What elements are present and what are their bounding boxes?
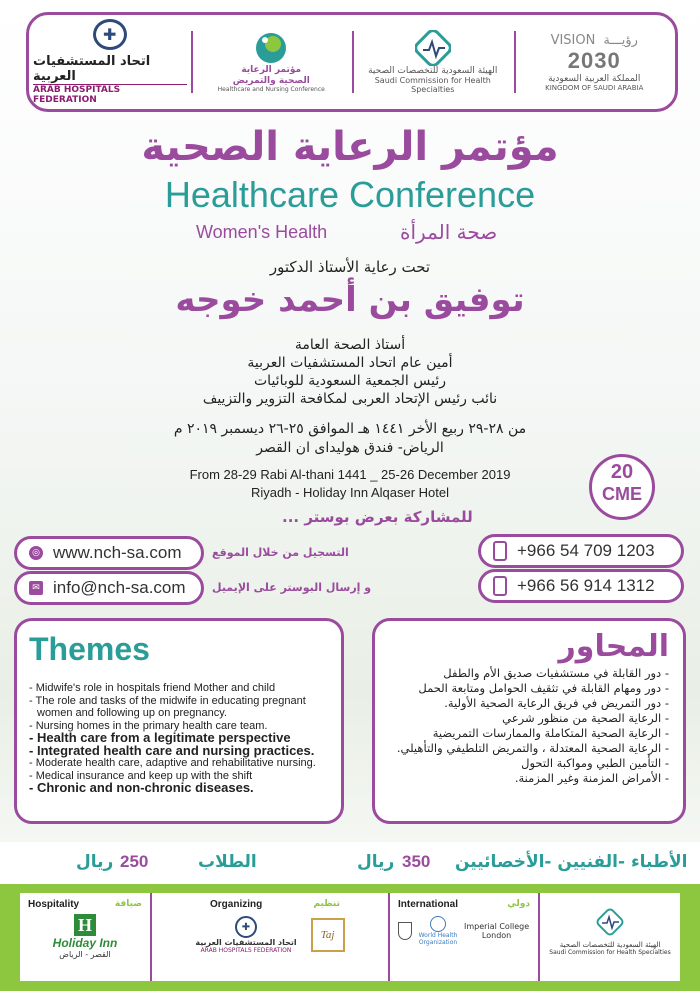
ahf-logo — [29, 15, 191, 109]
theme-item: - Moderate health care, adaptive and rehabilitative nursing. — [29, 757, 329, 770]
scfhs-name-en: Saudi Commission for Health Specialties — [549, 949, 671, 956]
shield-icon — [398, 922, 412, 940]
phone-icon — [493, 576, 507, 596]
imperial-city: London — [481, 931, 512, 940]
mahawer-item: - دور التمريض في فريق الرعاية الصحية الأولية. — [389, 696, 669, 711]
phone-number-2[interactable]: +966 56 914 1312 — [517, 576, 655, 595]
vision-kingdom-ar: المملكة العربية السعودية — [548, 73, 641, 84]
globe-icon: ◎ — [29, 546, 43, 560]
mahawer-box — [372, 618, 686, 824]
theme-item: - Integrated health care and nursing practices. — [29, 745, 329, 758]
who-globe-icon — [430, 916, 446, 932]
organizing-label: Organizing — [210, 899, 263, 910]
hospitality-label: Hospitality — [28, 899, 80, 910]
holiday-inn-sub: القصر - الرياض — [59, 950, 111, 959]
mahawer-item: - الرعاية الصحية المعتدلة ، والتمريض التلطيفي والتأهيلي. — [389, 741, 669, 756]
phone-number-1[interactable]: +966 54 709 1203 — [517, 541, 655, 560]
dates-ar: من ٢٨-٢٩ ربيع الأخر ١٤٤١ هـ الموافق ٢٥-٢٦ ديسمبر ٢٠١٩ م — [173, 421, 527, 437]
subtitle-ar: صحة المرأة — [400, 220, 498, 244]
scfhs-name-ar: الهيئة السعودية للتخصصات الصحية — [559, 941, 661, 949]
theme-item: - Chronic and non-chronic diseases. — [29, 782, 329, 795]
professionals-price: 350 — [402, 852, 431, 871]
scfhs-sponsor — [538, 893, 680, 981]
students-price: 250 — [120, 852, 149, 871]
international-label-ar: دولي — [507, 899, 530, 909]
ahf-name-en: ARAB HOSPITALS FEDERATION — [33, 84, 187, 105]
ahf-name-ar: اتحاد المستشفيات العربية — [33, 54, 151, 84]
venue-ar: الرياض- فندق هوليداى ان القصر — [256, 440, 444, 456]
venue-en: Riyadh - Holiday Inn Alqaser Hotel — [251, 485, 449, 500]
conference-title-ar: مؤتمر الرعاية الصحية — [141, 124, 559, 170]
organizer-ahf-ar: اتحاد المستشفيات العربية — [195, 938, 297, 947]
mahawer-item: - دور القابلة في مستشفيات صديق الأم والطفل — [389, 666, 669, 681]
international-label: International — [398, 899, 459, 910]
sponsor-box — [20, 893, 680, 981]
cme-badge — [589, 454, 655, 520]
conference-logo-en: Healthcare and Nursing Conference — [217, 86, 325, 94]
patron-role: أستاذ الصحة العامة — [294, 337, 406, 353]
imperial-name: Imperial College — [464, 922, 530, 931]
cme-label: CME — [602, 484, 642, 504]
phone-pill-1[interactable] — [478, 534, 684, 568]
professionals-label: الأطباء -الفنيين -الأخصائيين — [455, 852, 688, 872]
scfhs-emblem-icon — [595, 907, 625, 937]
mahawer-item: - الأمراض المزمنة وغير المزمنة. — [389, 771, 669, 786]
holiday-inn-name: Holiday Inn — [52, 936, 118, 950]
holiday-inn-h-icon: H — [74, 914, 96, 936]
event-dates-ar — [140, 420, 560, 458]
mahawer-item: - التأمين الطبي ومواكبة التحول — [389, 756, 669, 771]
hospitality-label-ar: ضيافة — [114, 899, 142, 909]
students-label: الطلاب — [198, 852, 257, 872]
mahawer-title: المحاور — [558, 629, 669, 664]
event-dates-en — [140, 466, 560, 502]
logo-bar — [26, 12, 678, 112]
ahf-emblem-icon: ✚ — [93, 19, 127, 50]
currency-label: ريال — [357, 852, 395, 872]
vision-kingdom-en: KINGDOM OF SAUDI ARABIA — [545, 83, 644, 92]
patron-role: نائب رئيس الإتحاد العربى لمكافحة التزوير والتزييف — [202, 391, 498, 407]
mahawer-list — [389, 666, 669, 786]
who-name: World Health Organization — [418, 932, 458, 946]
taj-logo: Taj — [311, 918, 345, 952]
envelope-icon: ✉ — [29, 581, 43, 595]
themes-title: Themes — [29, 631, 150, 667]
scfhs-emblem-icon — [415, 30, 451, 66]
subtitle-en: Women's Health — [196, 222, 328, 242]
organizing-sponsor — [150, 893, 388, 981]
phone-pill-2[interactable] — [478, 569, 684, 603]
website-pill[interactable] — [14, 536, 204, 570]
vision-2030-logo — [514, 15, 676, 109]
patron-roles — [150, 336, 550, 408]
themes-box — [14, 618, 344, 824]
conference-emblem-icon — [251, 31, 291, 65]
organizing-label-ar: تنظيم — [313, 899, 340, 909]
email-label: و إرسال البوستر على الإيميل — [212, 581, 372, 594]
theme-item: - Nursing homes in the primary health care team. — [29, 720, 329, 733]
dates-en: From 28-29 Rabi Al-thani 1441 _ 25-26 December 2019 — [189, 467, 511, 482]
vision-label-ar: رؤيـــة — [603, 32, 638, 48]
vision-label-en: VISION — [550, 32, 596, 48]
register-label: التسجيل من خلال الموقع — [212, 546, 349, 559]
patron-name: توفيق بن أحمد خوجه — [175, 280, 525, 320]
hospitality-sponsor — [20, 893, 150, 981]
scfhs-logo — [352, 15, 514, 109]
website-link[interactable]: www.nch-sa.com — [53, 543, 182, 562]
international-sponsor — [388, 893, 538, 981]
currency-label: ريال — [76, 852, 114, 872]
theme-item: - The role and tasks of the midwife in educating pregnant women and following up on pregnancy. — [29, 695, 329, 720]
email-link[interactable]: info@nch-sa.com — [53, 578, 186, 597]
vision-year: 2030 — [567, 47, 621, 73]
phone-icon — [493, 541, 507, 561]
theme-item: - Health care from a legitimate perspective — [29, 732, 329, 745]
scfhs-name-ar: الهيئة السعودية للتخصصات الصحية — [368, 65, 498, 76]
conference-logo-ar-2: الصحية والتمريض — [232, 75, 310, 86]
mahawer-item: - الرعاية الصحية المتكاملة والممارسات التمريضية — [389, 726, 669, 741]
theme-item: - Medical insurance and keep up with the shift — [29, 770, 329, 783]
organizer-ahf-en: ARAB HOSPITALS FEDERATION — [200, 947, 292, 954]
cme-number: 20 — [610, 461, 634, 483]
scfhs-name-en: Saudi Commission for Health Specialties — [374, 76, 491, 95]
mahawer-item: - الرعاية الصحية من منظور شرعي — [389, 711, 669, 726]
conference-title-en: Healthcare Conference — [164, 174, 536, 215]
ahf-emblem-icon: ✚ — [235, 916, 257, 938]
conference-logo-ar-1: مؤتمر الرعاية — [241, 64, 302, 75]
theme-item: - Midwife's role in hospitals friend Mother and child — [29, 682, 329, 695]
themes-list — [29, 682, 329, 795]
conference-logo — [191, 15, 353, 109]
patron-intro: تحت رعاية الأستاذ الدكتور — [269, 258, 431, 276]
mahawer-item: - دور ومهام القابلة في تثقيف الحوامل ومتابعة الحمل — [389, 681, 669, 696]
patron-role: أمين عام اتحاد المستشفيات العربية — [247, 355, 453, 371]
patron-role: رئيس الجمعية السعودية للوبائيات — [254, 373, 446, 389]
poster-call: للمشاركة بعرض بوستر ... — [282, 508, 473, 526]
email-pill[interactable] — [14, 571, 204, 605]
